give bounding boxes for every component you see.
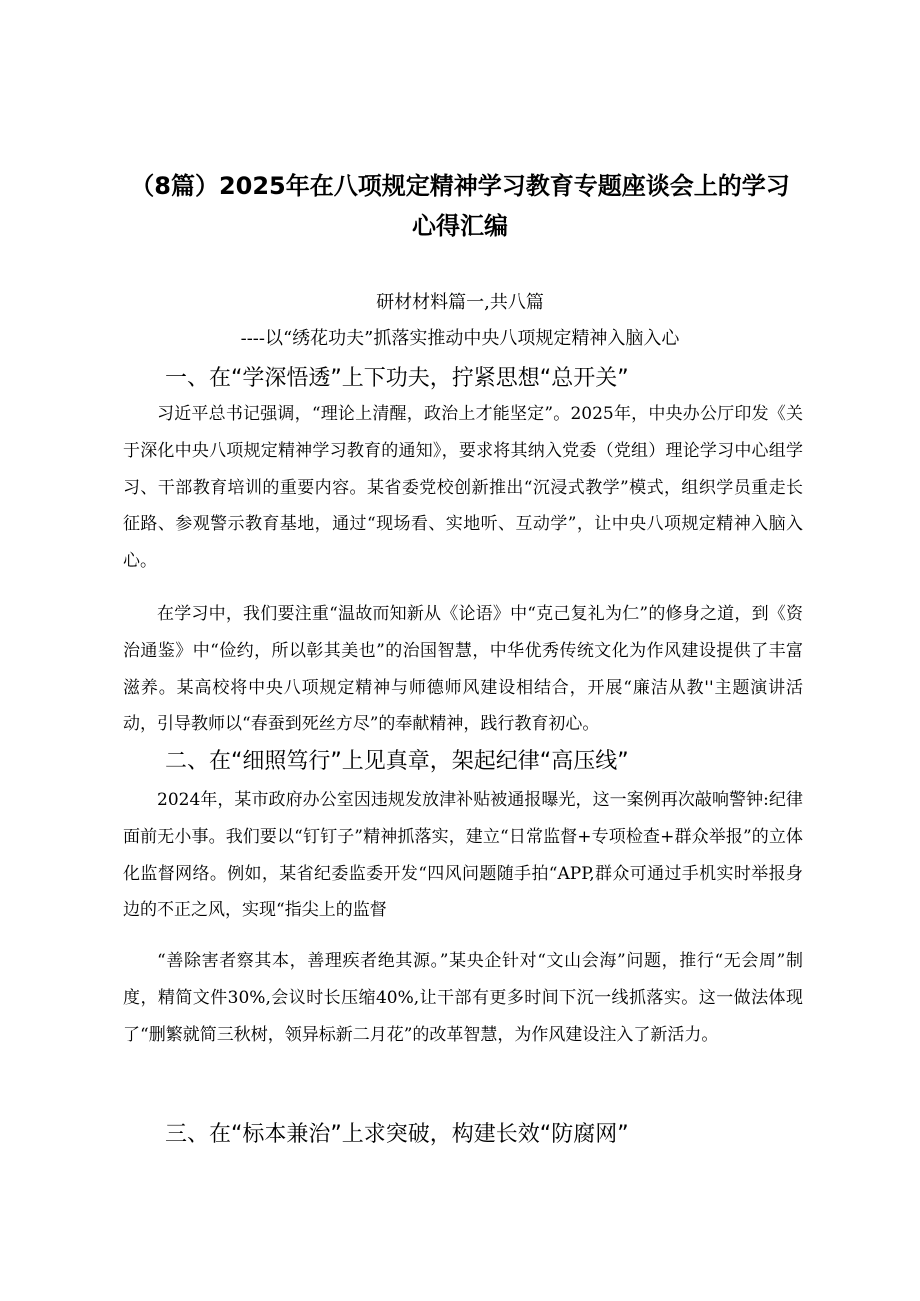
subtitle-series-label: 研材材料篇一,共八篇 (376, 292, 544, 313)
document-title-line1: （8篇）2025年在八项规定精神学习教育专题座谈会上的学习 (130, 172, 790, 200)
section-heading-2: 二、在“细照笃行”上见真章，架起纪律“高压线” (165, 749, 629, 774)
subtitle-article-title: ----以“绣花功夫”抓落实推动中央八项规定精神入脑入心 (240, 328, 680, 349)
section1-paragraph-2: 在学习中，我们要注重“温故而知新从《论语》中“克己复礼为仁”的修身之道，到《资治通鉴》中“俭约，所以彰其美也”的治国智慧，中华优秀传统文化为作风建设提供了丰富滋养。某高校将中央八项规定精神与师德师风建设相结合，开展“廉洁从教''主题演讲活动，引导教师以“春蚕到死丝方尽”的奉献精神，践行教育初心。 (123, 604, 803, 735)
section-heading-1: 一、在“学深悟透”上下功夫，拧紧思想“总开关” (165, 366, 629, 391)
section2-paragraph-2: “善除害者察其本，善理疾者绝其源。”某央企针对“文山会海”问题，推行“无会周”制度，精简文件30%,会议时长压缩40%,让干部有更多时间下沉一线抓落实。这一做法体现了“删繁就简三秋树，领异标新二月花”的改革智慧，为作风建设注入了新活力。 (123, 951, 803, 1045)
section-heading-3: 三、在“标本兼治”上求突破，构建长效“防腐网” (165, 1122, 629, 1147)
section1-paragraph-1: 习近平总书记强调，“理论上清醒，政治上才能坚定”。2025年，中央办公厅印发《关于深化中央八项规定精神学习教育的通知》，要求将其纳入党委（党组）理论学习中心组学习、干部教育培训的重要内容。某省委党校创新推出“沉浸式教学”模式，组织学员重走长征路、参观警示教育基地，通过“现场看、实地听、互动学”，让中央八项规定精神入脑入心。 (123, 404, 803, 572)
document-title-line2: 心得汇编 (412, 212, 508, 240)
section2-paragraph-1: 2024年，某市政府办公室因违规发放津补贴被通报曝光，这一案例再次敲响警钟:纪律面前无小事。我们要以“钉钉子”精神抓落实，建立“日常监督+专项检查+群众举报”的立体化监督网络。例如，某省纪委监委开发“四风问题随手拍“APP,群众可通过手机实时举报身边的不正之风，实现“指尖上的监督 (123, 790, 803, 921)
